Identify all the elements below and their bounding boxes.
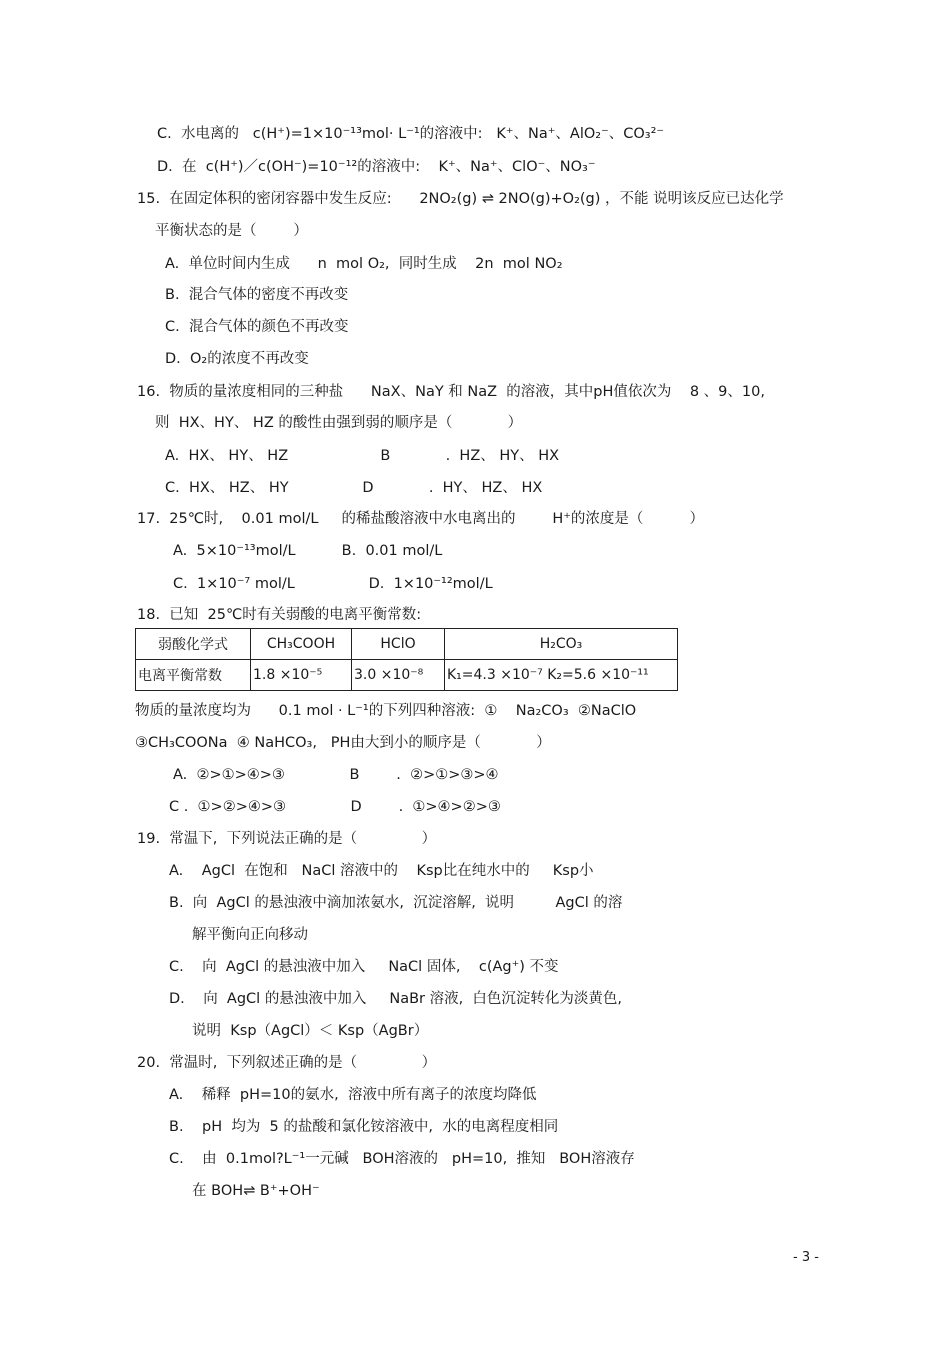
table-cell: 1.8 ×10⁻⁵ (251, 660, 352, 691)
q19-option-c: C. 向 AgCl 的悬浊液中加入 NaCl 固体, c(Ag⁺) 不变 (169, 959, 559, 975)
q19-option-b-cont: 解平衡向正向移动 (169, 927, 309, 943)
q17-options-cd: C. 1×10⁻⁷ mol/L D. 1×10⁻¹²mol/L (173, 576, 493, 592)
table-cell: HClO (352, 629, 445, 660)
table-cell: 电离平衡常数 (136, 660, 251, 691)
q17-stem: 17. 25℃时, 0.01 mol/L 的稀盐酸溶液中水电离出的 H⁺的浓度是（ ） (137, 511, 705, 527)
q20-option-a: A. 稀释 pH=10的氨水, 溶液中所有离子的浓度均降低 (169, 1087, 537, 1103)
q16-stem-cont: 则 HX、HY、 HZ 的酸性由强到弱的顺序是（ ） (155, 415, 523, 431)
q16-options-cd: C. HX、 HZ、 HY D . HY、 HZ、 HX (165, 480, 543, 496)
q17-options-ab: A. 5×10⁻¹³mol/L B. 0.01 mol/L (173, 543, 443, 559)
page-number: - 3 - (793, 1250, 819, 1265)
table-row (136, 660, 678, 691)
q15-option-a: A. 单位时间内生成 n mol O₂, 同时生成 2n mol NO₂ (165, 256, 563, 272)
table-cell: K₁=4.3 ×10⁻⁷ K₂=5.6 ×10⁻¹¹ (445, 660, 678, 691)
table-cell: 弱酸化学式 (136, 629, 251, 660)
q16-stem: 16. 物质的量浓度相同的三种盐 NaX、NaY 和 NaZ 的溶液，其中pH值依次为 8 、9、10, (137, 384, 765, 400)
q20-option-b: B. pH 均为 5 的盐酸和氯化铵溶液中, 水的电离程度相同 (169, 1119, 559, 1135)
q19-option-a: A. AgCl 在饱和 NaCl 溶液中的 Ksp比在纯水中的 Ksp小 (169, 863, 594, 879)
q16-options-ab: A. HX、 HY、 HZ B . HZ、 HY、 HX (165, 448, 560, 464)
q15-option-c: C. 混合气体的颜色不再改变 (165, 319, 349, 335)
q18-solutions-line2: ③CH₃COONa ④ NaHCO₃, PH由大到小的顺序是（ ） (135, 735, 551, 751)
q20-option-c: C. 由 0.1mol?L⁻¹一元碱 BOH溶液的 pH=10, 推知 BOH溶液存 (169, 1151, 635, 1167)
table-cell: H₂CO₃ (445, 629, 678, 660)
q15-option-d: D. O₂的浓度不再改变 (165, 351, 309, 367)
q20-stem: 20. 常温时, 下列叙述正确的是（ ） (137, 1055, 437, 1071)
q19-option-d-cont: 说明 Ksp（AgCl）＜ Ksp（AgBr） (169, 1023, 429, 1039)
table-cell: 3.0 ×10⁻⁸ (352, 660, 445, 691)
q19-option-b: B. 向 AgCl 的悬浊液中滴加浓氨水, 沉淀溶解, 说明 AgCl 的溶 (169, 895, 623, 911)
q18-solutions-line1: 物质的量浓度均为 0.1 mol · L⁻¹的下列四种溶液: ① Na₂CO₃ ②NaClO (135, 703, 637, 719)
q15-option-b: B. 混合气体的密度不再改变 (165, 287, 349, 303)
q18-options-cd: C . ①>②>④>③ D . ①>④>②>③ (169, 799, 501, 815)
q18-options-ab: A. ②>①>④>③ B . ②>①>③>④ (173, 767, 499, 783)
q18-stem: 18. 已知 25℃时有关弱酸的电离平衡常数: (137, 607, 422, 623)
q14-option-d: D. 在 c(H⁺)／c(OH⁻)=10⁻¹²的溶液中: K⁺、Na⁺、ClO⁻、NO₃⁻ (157, 159, 596, 175)
table-header-row (136, 629, 678, 660)
q20-option-c-cont: 在 BOH⇌ B⁺+OH⁻ (169, 1183, 320, 1199)
table-cell: CH₃COOH (251, 629, 352, 660)
q14-option-c: C. 水电离的 c(H⁺)=1×10⁻¹³mol· L⁻¹的溶液中: K⁺、Na⁺、AlO₂⁻、CO₃²⁻ (157, 126, 665, 142)
q15-stem: 15. 在固定体积的密闭容器中发生反应: 2NO₂(g) ⇌ 2NO(g)+O₂(g) ，不能 说明该反应已达化学 (137, 191, 784, 207)
acid-constant-table (135, 628, 678, 691)
q19-option-d: D. 向 AgCl 的悬浊液中加入 NaBr 溶液, 白色沉淀转化为淡黄色, (169, 991, 623, 1007)
q15-stem-cont: 平衡状态的是（ ） (155, 223, 308, 239)
q19-stem: 19. 常温下, 下列说法正确的是（ ） (137, 831, 437, 847)
